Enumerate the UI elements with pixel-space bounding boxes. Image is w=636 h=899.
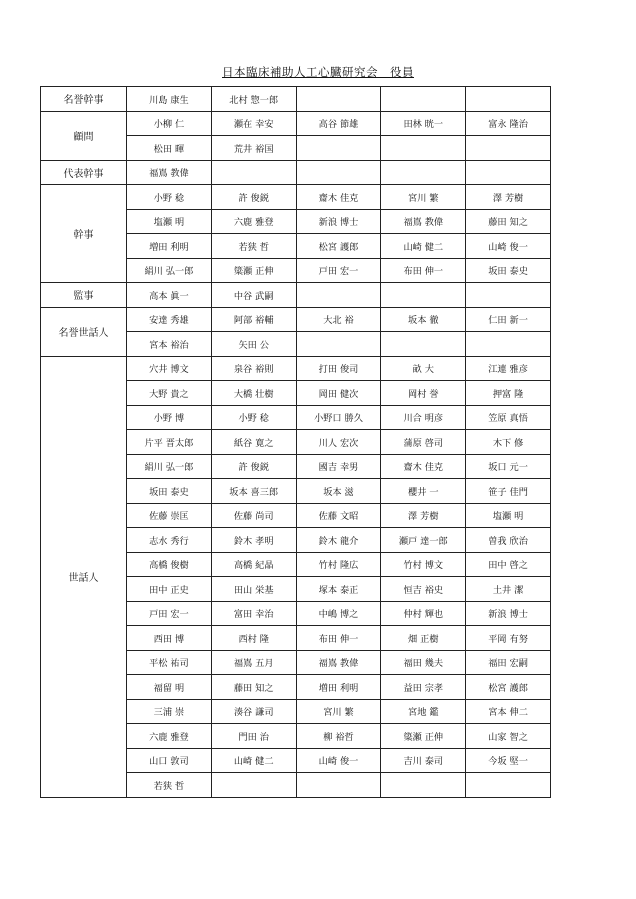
member-name-cell: 許 俊鋭	[211, 454, 296, 479]
role-label: 監事	[41, 283, 127, 308]
member-name-cell: 畝 大	[381, 356, 466, 381]
member-name-cell	[296, 332, 381, 357]
member-name-cell: 鈴木 龍介	[296, 528, 381, 553]
member-name-cell	[296, 160, 381, 185]
member-name-cell: 福留 明	[127, 675, 212, 700]
member-name-cell: 小野口 勝久	[296, 405, 381, 430]
member-name-cell: 山崎 健二	[381, 234, 466, 259]
member-name-cell: 坂田 泰史	[466, 258, 551, 283]
member-name-cell: 佐藤 文昭	[296, 503, 381, 528]
member-name-cell: 藤田 知之	[466, 209, 551, 234]
member-name-cell: 畑 正樹	[381, 626, 466, 651]
member-name-cell: 坂田 泰史	[127, 479, 212, 504]
member-name-cell: 川合 明彦	[381, 405, 466, 430]
member-name-cell: 岡村 誉	[381, 381, 466, 406]
member-name-cell: 六鹿 雅登	[127, 724, 212, 749]
member-name-cell: 泉谷 裕則	[211, 356, 296, 381]
member-name-cell: 平岡 有努	[466, 626, 551, 651]
role-label: 顧問	[41, 111, 127, 160]
member-name-cell: 若狭 哲	[211, 234, 296, 259]
member-name-cell: 福田 宏嗣	[466, 650, 551, 675]
role-label: 世話人	[41, 356, 127, 797]
member-name-cell: 許 俊鋭	[211, 185, 296, 210]
member-name-cell: 志水 秀行	[127, 528, 212, 553]
member-name-cell: 川島 康生	[127, 87, 212, 112]
role-label: 代表幹事	[41, 160, 127, 185]
member-name-cell: 荒井 裕国	[211, 136, 296, 161]
member-name-cell: 簗瀬 正伸	[211, 258, 296, 283]
member-name-cell	[466, 332, 551, 357]
member-name-cell: 齋木 佳克	[381, 454, 466, 479]
member-name-cell	[296, 283, 381, 308]
member-name-cell: 打田 俊司	[296, 356, 381, 381]
member-name-cell: 小野 博	[127, 405, 212, 430]
role-label: 幹事	[41, 185, 127, 283]
member-name-cell: 瀬戸 達一郎	[381, 528, 466, 553]
member-name-cell: 安達 秀雄	[127, 307, 212, 332]
member-name-cell: 高橋 俊樹	[127, 552, 212, 577]
member-name-cell	[466, 87, 551, 112]
member-name-cell: 宮本 裕治	[127, 332, 212, 357]
member-name-cell: 塩瀬 明	[466, 503, 551, 528]
member-name-cell: 笠原 真悟	[466, 405, 551, 430]
table-row	[41, 307, 551, 332]
table-row	[41, 283, 551, 308]
member-name-cell: 若狭 哲	[127, 773, 212, 798]
member-name-cell	[381, 332, 466, 357]
member-name-cell: 澤 芳樹	[466, 185, 551, 210]
member-name-cell: 塚本 泰正	[296, 577, 381, 602]
member-name-cell	[466, 283, 551, 308]
member-name-cell: 益田 宗孝	[381, 675, 466, 700]
member-name-cell: 國吉 幸男	[296, 454, 381, 479]
member-name-cell: 櫻井 一	[381, 479, 466, 504]
member-name-cell: 吉川 泰司	[381, 748, 466, 773]
member-name-cell	[381, 773, 466, 798]
member-name-cell: 大北 裕	[296, 307, 381, 332]
member-name-cell: 高橋 紀晶	[211, 552, 296, 577]
table-row	[41, 356, 551, 381]
member-name-cell: 湊谷 謙司	[211, 699, 296, 724]
member-name-cell: 田林 晄一	[381, 111, 466, 136]
member-name-cell: 戸田 宏一	[127, 601, 212, 626]
member-name-cell	[296, 136, 381, 161]
member-name-cell: 簗瀬 正伸	[381, 724, 466, 749]
member-name-cell: 福嶌 五月	[211, 650, 296, 675]
member-name-cell: 坂本 徹	[381, 307, 466, 332]
officers-table	[40, 86, 551, 798]
member-name-cell: 西田 博	[127, 626, 212, 651]
member-name-cell: 山崎 俊一	[466, 234, 551, 259]
member-name-cell: 増田 利明	[296, 675, 381, 700]
member-name-cell: 布田 伸一	[381, 258, 466, 283]
member-name-cell: 齋木 佳克	[296, 185, 381, 210]
member-name-cell: 宮地 鑑	[381, 699, 466, 724]
member-name-cell	[466, 773, 551, 798]
member-name-cell: 仲村 輝也	[381, 601, 466, 626]
member-name-cell: 坂本 滋	[296, 479, 381, 504]
member-name-cell: 柳 裕哲	[296, 724, 381, 749]
member-name-cell: 新浪 博士	[296, 209, 381, 234]
member-name-cell: 江連 雅彦	[466, 356, 551, 381]
member-name-cell: 戸田 宏一	[296, 258, 381, 283]
member-name-cell: 北村 惣一郎	[211, 87, 296, 112]
member-name-cell: 笹子 佳門	[466, 479, 551, 504]
member-name-cell: 今坂 堅一	[466, 748, 551, 773]
member-name-cell	[381, 136, 466, 161]
member-name-cell: 佐藤 崇匡	[127, 503, 212, 528]
member-name-cell: 小柳 仁	[127, 111, 212, 136]
member-name-cell: 押富 隆	[466, 381, 551, 406]
member-name-cell: 三浦 崇	[127, 699, 212, 724]
member-name-cell: 鈴木 孝明	[211, 528, 296, 553]
member-name-cell: 福嶌 教偉	[296, 650, 381, 675]
member-name-cell: 富永 隆治	[466, 111, 551, 136]
member-name-cell: 田山 栄基	[211, 577, 296, 602]
member-name-cell: 平松 祐司	[127, 650, 212, 675]
member-name-cell: 恒吉 裕史	[381, 577, 466, 602]
table-row	[41, 160, 551, 185]
role-label: 名誉世話人	[41, 307, 127, 356]
document-title	[0, 64, 636, 80]
member-name-cell: 宮川 繁	[296, 699, 381, 724]
member-name-cell: 小野 稔	[211, 405, 296, 430]
table-row	[41, 87, 551, 112]
member-name-cell: 仁田 新一	[466, 307, 551, 332]
member-name-cell	[381, 283, 466, 308]
member-name-cell: 岡田 健次	[296, 381, 381, 406]
member-name-cell: 片平 晋太郎	[127, 430, 212, 455]
member-name-cell: 大橋 壮樹	[211, 381, 296, 406]
member-name-cell: 山家 智之	[466, 724, 551, 749]
member-name-cell: 山崎 俊一	[296, 748, 381, 773]
member-name-cell: 坂口 元一	[466, 454, 551, 479]
member-name-cell: 増田 利明	[127, 234, 212, 259]
table-row	[41, 111, 551, 136]
member-name-cell: 穴井 博文	[127, 356, 212, 381]
member-name-cell: 高谷 節雄	[296, 111, 381, 136]
member-name-cell	[296, 773, 381, 798]
document-title-text: 日本臨床補助人工心臓研究会 役員	[222, 65, 414, 79]
member-name-cell: 門田 治	[211, 724, 296, 749]
member-name-cell: 福嶌 教偉	[381, 209, 466, 234]
member-name-cell: 山崎 健二	[211, 748, 296, 773]
member-name-cell: 六鹿 雅登	[211, 209, 296, 234]
member-name-cell	[381, 87, 466, 112]
member-name-cell	[211, 773, 296, 798]
member-name-cell: 小野 稔	[127, 185, 212, 210]
member-name-cell: 中嶋 博之	[296, 601, 381, 626]
member-name-cell: 佐藤 尚司	[211, 503, 296, 528]
member-name-cell: 新浪 博士	[466, 601, 551, 626]
member-name-cell	[466, 136, 551, 161]
member-name-cell: 宮川 繁	[381, 185, 466, 210]
member-name-cell: 高本 眞一	[127, 283, 212, 308]
member-name-cell: 大野 貴之	[127, 381, 212, 406]
member-name-cell: 中谷 武嗣	[211, 283, 296, 308]
member-name-cell: 絹川 弘一郎	[127, 454, 212, 479]
member-name-cell: 富田 幸治	[211, 601, 296, 626]
member-name-cell: 曽我 欣治	[466, 528, 551, 553]
member-name-cell: 蒲原 啓司	[381, 430, 466, 455]
member-name-cell	[211, 160, 296, 185]
member-name-cell: 澤 芳樹	[381, 503, 466, 528]
member-name-cell: 塩瀬 明	[127, 209, 212, 234]
member-name-cell: 竹村 隆広	[296, 552, 381, 577]
member-name-cell	[381, 160, 466, 185]
member-name-cell: 竹村 博文	[381, 552, 466, 577]
member-name-cell: 山口 敦司	[127, 748, 212, 773]
member-name-cell	[296, 87, 381, 112]
member-name-cell: 田中 正史	[127, 577, 212, 602]
member-name-cell: 木下 修	[466, 430, 551, 455]
member-name-cell: 松田 暉	[127, 136, 212, 161]
member-name-cell: 西村 隆	[211, 626, 296, 651]
member-name-cell: 松宮 護郎	[466, 675, 551, 700]
member-name-cell: 瀬在 幸安	[211, 111, 296, 136]
member-name-cell: 紙谷 寛之	[211, 430, 296, 455]
member-name-cell: 福田 幾夫	[381, 650, 466, 675]
member-name-cell: 川人 宏次	[296, 430, 381, 455]
member-name-cell: 阿部 裕輔	[211, 307, 296, 332]
member-name-cell: 布田 伸一	[296, 626, 381, 651]
table-row	[41, 185, 551, 210]
member-name-cell: 矢田 公	[211, 332, 296, 357]
role-label: 名誉幹事	[41, 87, 127, 112]
member-name-cell: 松宮 護郎	[296, 234, 381, 259]
member-name-cell: 藤田 知之	[211, 675, 296, 700]
member-name-cell: 絹川 弘一郎	[127, 258, 212, 283]
member-name-cell: 宮本 伸二	[466, 699, 551, 724]
member-name-cell: 福嶌 教偉	[127, 160, 212, 185]
member-name-cell: 田中 啓之	[466, 552, 551, 577]
member-name-cell	[466, 160, 551, 185]
member-name-cell: 坂本 喜三郎	[211, 479, 296, 504]
member-name-cell: 土井 潔	[466, 577, 551, 602]
